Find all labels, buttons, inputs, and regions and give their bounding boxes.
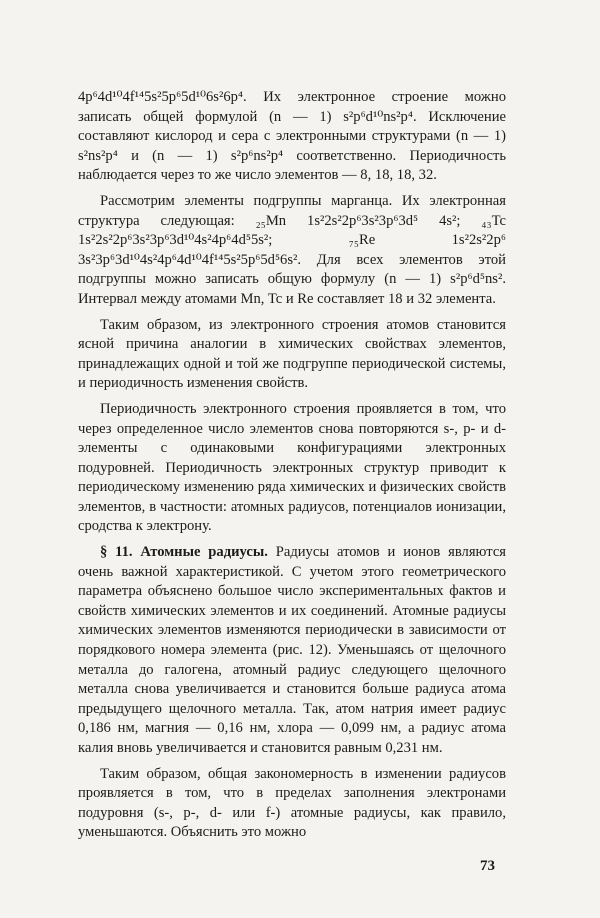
section-body: Радиусы атомов и ионов являются очень важной характеристикой. С учетом этого геометрического параметра объяснено большое число экспериментальных фактов и свойств химических элементов и их соединений. Атомные радиусы химических элементов изменяются периодически в зависимости от порядкового номера элемента (рис. 12). Уменьшаясь от щелочного металла до галогена, атомный радиус следующего щелочного металла снова увеличивается и становится больше радиуса атома предыдущего щелочного металла. Так, атом натрия имеет радиус 0,186 нм, магния — 0,16 нм, хлора — 0,099 нм, а радиус атома калия вновь увеличивается и становится равным 0,231 нм. [78,544,507,756]
section-title: § 11. Атомные радиусы. [100,544,268,561]
paragraph-oxygen-subgroup: 4p⁶4d¹⁰4f¹⁴5s²5p⁶5d¹⁰6s²6p⁴. Их электронное строение можно записать общей формулой (n — 1) s²p⁶d¹⁰ns²p⁴. Исключение составляют кислород и сера с электронными структурами (n — 1) s²ns²p⁴ и (n — 1) s²p⁶ns²p⁴ соответственно. Периодичность наблюдается через то же число элементов — 8, 18, 18, 32. [78,89,506,184]
body-text [78,88,506,849]
paragraph-atomic-radii [78,543,506,759]
paragraph-radii-trend: Таким образом, общая закономерность в изменении радиусов проявляется в том, что в пределах заполнения электронами подуровня (s-, p-, d- или f-) атомные радиусы, как правило, уменьшаются. Объяснить это можно [78,765,506,841]
paragraph-manganese-subgroup: Рассмотрим элементы подгруппы марганца. Их электронная структура следующая: ₂₅Mn 1s²2s²2p⁶3s²3p⁶3d⁵ 4s²; ₄₃Tc 1s²2s²2p⁶3s²3p⁶3d¹⁰4s²4p⁶4d⁵5s²; ₇₅Re 1s²2s²2p⁶ 3s²3p⁶3d¹⁰4s²4p⁶4d¹⁰4f¹⁴5s²5p⁶5d⁵6s². Для всех элементов этой подгруппы можно записать общую формулу (n — 1) s²p⁶d⁵ns². Интервал между атомами Mn, Tc и Re составляет 18 и 32 элемента. [78,192,506,307]
paragraph-periodicity: Периодичность электронного строения проявляется в том, что через определенное число элементов снова повторяются s-, p- и d-элементы с одинаковыми конфигурациями электронных подуровней. Периодичность электронных структур приводит к периодическому изменению ряда химических и физических свойств элементов, в частности: атомных радиусов, потенциалов ионизации, сродства к электрону. [78,400,506,535]
page-number: 73 [480,858,495,874]
paragraph-conclusion: Таким образом, из электронного строения атомов становится ясной причина аналогии в химических свойствах элементов, принадлежащих одной и той же подгруппе периодической системы, и периодичность изменения свойств. [78,316,506,392]
